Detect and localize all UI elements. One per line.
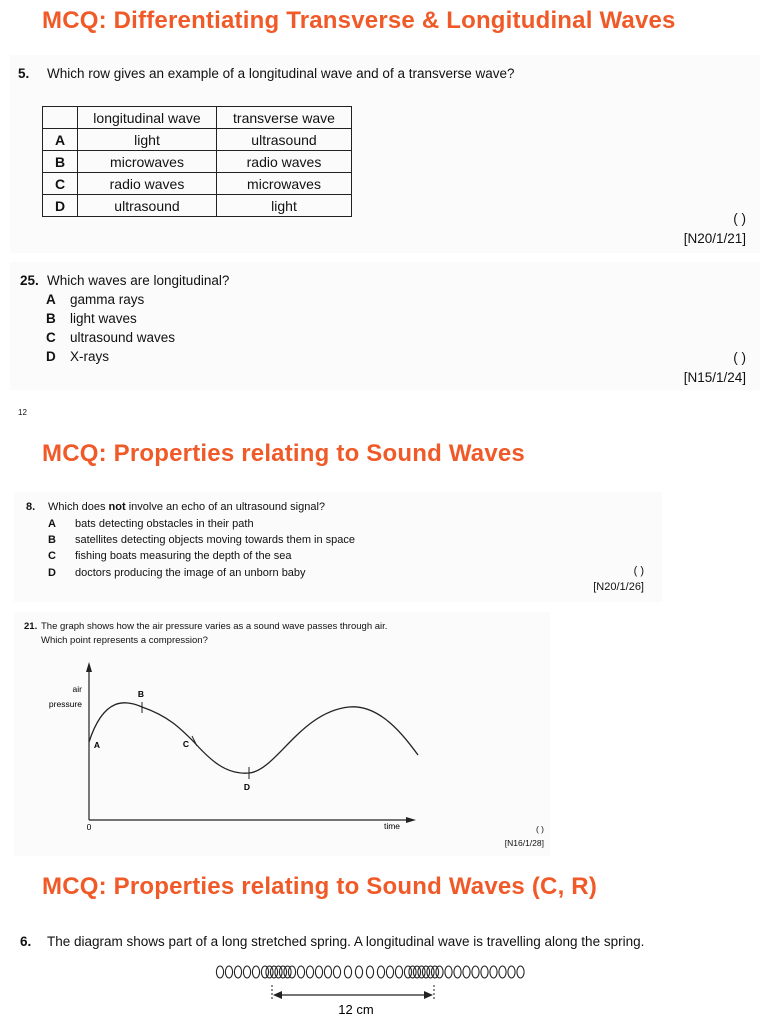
table-header-cell: longitudinal wave xyxy=(78,107,217,129)
y-axis-label: air xyxy=(72,684,82,694)
table-cell: ultrasound xyxy=(78,195,217,217)
x-axis-label: time xyxy=(383,821,401,831)
section-title-sound-waves: MCQ: Properties relating to Sound Waves xyxy=(42,440,525,467)
option-text: bats detecting obstacles in their path xyxy=(75,518,254,530)
point-label-a: A xyxy=(93,740,101,750)
spring-coil xyxy=(225,966,232,978)
option-letter: C xyxy=(48,550,56,562)
spring-coil xyxy=(377,966,384,978)
question-text-post: involve an echo of an ultrasound signal? xyxy=(125,501,325,513)
question-reference: [N16/1/28] xyxy=(504,838,544,848)
spring-coil xyxy=(306,966,313,978)
option-text: ultrasound waves xyxy=(70,330,176,345)
question-text-emphasis: not xyxy=(108,501,126,513)
y-axis-label: pressure xyxy=(48,699,82,709)
section-title-sound-waves-cr: MCQ: Properties relating to Sound Waves (C, R) xyxy=(42,873,598,900)
question-reference: [N20/1/21] xyxy=(683,231,746,246)
option-letter: A xyxy=(46,292,56,307)
option-text: light waves xyxy=(70,311,137,326)
table-cell: light xyxy=(78,129,217,151)
table-cell: radio waves xyxy=(217,151,352,173)
spring-coil xyxy=(436,966,443,978)
question-text: Which point represents a compression? xyxy=(41,635,208,646)
page-number: 12 xyxy=(18,408,27,417)
spring-coil xyxy=(409,966,416,978)
question-reference: [N20/1/26] xyxy=(593,581,644,593)
table-cell: radio waves xyxy=(78,173,217,195)
origin-label: 0 xyxy=(86,822,92,832)
spring-coil xyxy=(481,966,488,978)
spring-coil xyxy=(422,966,429,978)
spring-coil xyxy=(490,966,497,978)
option-text: gamma rays xyxy=(70,292,145,307)
table-cell: ultrasound xyxy=(217,129,352,151)
table-cell: microwaves xyxy=(78,151,217,173)
spring-coil xyxy=(324,966,331,978)
spring-coil xyxy=(284,966,291,978)
spring-coil xyxy=(454,966,461,978)
option-letter: B xyxy=(48,534,56,546)
row-letter: A xyxy=(43,129,78,151)
option-letter: C xyxy=(46,330,56,345)
spring-coil xyxy=(234,966,241,978)
spring-coil xyxy=(499,966,506,978)
spring-coil xyxy=(445,966,452,978)
option-letter: A xyxy=(48,518,56,530)
point-label-d: D xyxy=(243,782,251,792)
question-number: 6. xyxy=(20,934,32,949)
table-cell: light xyxy=(217,195,352,217)
question-text: The graph shows how the air pressure varies as a sound wave passes through air. xyxy=(41,621,388,632)
spring-coil xyxy=(413,966,420,978)
table-cell: microwaves xyxy=(217,173,352,195)
question-number: 21. xyxy=(24,621,38,632)
option-text: fishing boats measuring the depth of the sea xyxy=(75,550,292,562)
question-number: 8. xyxy=(26,501,36,513)
spring-coils xyxy=(216,966,524,978)
spring-coil xyxy=(315,966,322,978)
spring-coil xyxy=(508,966,515,978)
arrow-left-icon xyxy=(273,991,282,999)
spring-coil xyxy=(333,966,340,978)
answer-box[interactable]: ( ) xyxy=(733,350,746,365)
arrow-right-icon xyxy=(424,991,433,999)
question-text: Which waves are longitudinal? xyxy=(47,273,230,288)
row-letter: B xyxy=(43,151,78,173)
spring-coil xyxy=(261,966,268,978)
question-text-pre: Which does xyxy=(48,501,109,513)
spring-coil xyxy=(463,966,470,978)
spring-coil xyxy=(252,966,259,978)
question-number: 5. xyxy=(18,66,30,81)
spring-coil xyxy=(404,966,411,978)
spring-coil xyxy=(427,966,434,978)
spring-coil xyxy=(266,966,273,978)
row-letter: C xyxy=(43,173,78,195)
option-letter: D xyxy=(48,567,56,579)
spring-coil xyxy=(270,966,277,978)
question-number: 25. xyxy=(20,273,39,288)
option-letter: B xyxy=(46,311,56,326)
spring-coil xyxy=(216,966,223,978)
question-reference: [N15/1/24] xyxy=(683,370,746,385)
spring-coil xyxy=(243,966,250,978)
row-letter: D xyxy=(43,195,78,217)
spring-coil xyxy=(386,966,393,978)
spring-coil xyxy=(517,966,524,978)
option-text: doctors producing the image of an unborn baby xyxy=(75,567,306,579)
question-text: The diagram shows part of a long stretched spring. A longitudinal wave is travelling along the spring. xyxy=(47,934,645,949)
measure-label: 12 cm xyxy=(338,1002,374,1017)
point-label-c: C xyxy=(182,739,190,749)
option-text: satellites detecting objects moving towards them in space xyxy=(75,534,356,546)
point-label-b: B xyxy=(137,689,145,699)
spring-coil xyxy=(279,966,286,978)
answer-box[interactable]: ( ) xyxy=(733,211,746,226)
option-text: X-rays xyxy=(70,349,110,364)
question-text: Which row gives an example of a longitudinal wave and of a transverse wave? xyxy=(47,66,515,81)
spring-coil xyxy=(472,966,479,978)
spring-coil xyxy=(431,966,438,978)
spring-coil xyxy=(395,966,402,978)
spring-coil xyxy=(275,966,282,978)
section-title-transverse-longitudinal: MCQ: Differentiating Transverse & Longitudinal Waves xyxy=(42,7,676,34)
answer-box[interactable]: ( ) xyxy=(535,824,544,834)
option-letter: D xyxy=(46,349,56,364)
answer-box[interactable]: ( ) xyxy=(633,565,644,577)
table-header-cell: transverse wave xyxy=(217,107,352,129)
spring-coil xyxy=(344,966,351,978)
spring-coil xyxy=(366,966,373,978)
spring-coil xyxy=(297,966,304,978)
spring-coil xyxy=(355,966,362,978)
spring-coil xyxy=(288,966,295,978)
spring-coil xyxy=(418,966,425,978)
